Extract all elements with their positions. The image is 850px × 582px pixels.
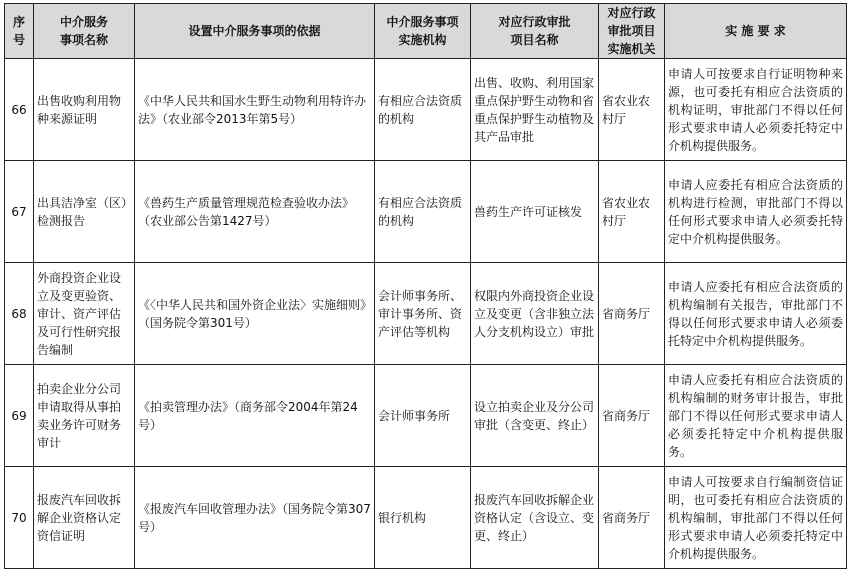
header-no: 序 号 xyxy=(5,4,34,59)
table-row xyxy=(5,59,847,161)
cell-approval-item: 兽药生产许可证核发 xyxy=(471,161,599,263)
header-authority: 对应行政 审批项目 实施机关 xyxy=(599,4,665,59)
header-row xyxy=(5,4,847,59)
table-row xyxy=(5,365,847,467)
header-requirement: 实 施 要 求 xyxy=(665,4,847,59)
cell-basis: 《中华人民共和国水生野生动物利用特许办法》（农业部令2013年第5号） xyxy=(135,59,375,161)
table-row xyxy=(5,467,847,569)
cell-basis: 《拍卖管理办法》（商务部令2004年第24号） xyxy=(135,365,375,467)
cell-basis: 《〈中华人民共和国外资企业法〉实施细则》（国务院令第301号） xyxy=(135,263,375,365)
cell-service-name: 报废汽车回收拆解企业资格认定资信证明 xyxy=(34,467,135,569)
cell-approval-item: 报废汽车回收拆解企业资格认定（含设立、变更、终止） xyxy=(471,467,599,569)
cell-no: 69 xyxy=(5,365,34,467)
cell-agency: 会计师事务所、审计事务所、资产评估等机构 xyxy=(375,263,471,365)
cell-no: 67 xyxy=(5,161,34,263)
cell-no: 66 xyxy=(5,59,34,161)
cell-service-name: 拍卖企业分公司申请取得从事拍卖业务许可财务审计 xyxy=(34,365,135,467)
cell-requirement: 申请人应委托有相应合法资质的机构进行检测，审批部门不得以任何形式要求申请人必须委托特定中介机构提供服务。 xyxy=(665,161,847,263)
cell-authority: 省商务厅 xyxy=(599,263,665,365)
cell-authority: 省商务厅 xyxy=(599,467,665,569)
cell-basis: 《兽药生产质量管理规范检查验收办法》（农业部公告第1427号） xyxy=(135,161,375,263)
cell-authority: 省商务厅 xyxy=(599,365,665,467)
header-basis: 设置中介服务事项的依据 xyxy=(135,4,375,59)
cell-no: 70 xyxy=(5,467,34,569)
cell-service-name: 外商投资企业设立及变更验资、审计、资产评估及可行性研究报告编制 xyxy=(34,263,135,365)
cell-agency: 银行机构 xyxy=(375,467,471,569)
cell-authority: 省农业农村厅 xyxy=(599,59,665,161)
cell-agency: 有相应合法资质的机构 xyxy=(375,161,471,263)
intermediary-services-table xyxy=(4,3,847,569)
cell-approval-item: 设立拍卖企业及分公司审批（含变更、终止） xyxy=(471,365,599,467)
cell-agency: 有相应合法资质的机构 xyxy=(375,59,471,161)
table-row xyxy=(5,263,847,365)
cell-approval-item: 权限内外商投资企业设立及变更（含非独立法人分支机构设立）审批 xyxy=(471,263,599,365)
table-row xyxy=(5,161,847,263)
cell-service-name: 出具洁净室（区）检测报告 xyxy=(34,161,135,263)
cell-approval-item: 出售、收购、利用国家重点保护野生动物和省重点保护野生动植物及其产品审批 xyxy=(471,59,599,161)
header-agency: 中介服务事项 实施机构 xyxy=(375,4,471,59)
cell-no: 68 xyxy=(5,263,34,365)
cell-basis: 《报废汽车回收管理办法》（国务院令第307号） xyxy=(135,467,375,569)
cell-service-name: 出售收购利用物种来源证明 xyxy=(34,59,135,161)
header-approval-item: 对应行政审批 项目名称 xyxy=(471,4,599,59)
cell-requirement: 申请人可按要求自行编制资信证明，也可委托有相应合法资质的机构编制，审批部门不得以任何形式要求申请人必须委托特定中介机构提供服务。 xyxy=(665,467,847,569)
cell-requirement: 申请人应委托有相应合法资质的机构编制的财务审计报告，审批部门不得以任何形式要求申请人必须委托特定中介机构提供服务。 xyxy=(665,365,847,467)
cell-requirement: 申请人应委托有相应合法资质的机构编制有关报告，审批部门不得以任何形式要求申请人必须委托特定中介机构提供服务。 xyxy=(665,263,847,365)
cell-authority: 省农业农村厅 xyxy=(599,161,665,263)
cell-agency: 会计师事务所 xyxy=(375,365,471,467)
header-service-name: 中介服务 事项名称 xyxy=(34,4,135,59)
cell-requirement: 申请人可按要求自行证明物种来源，也可委托有相应合法资质的机构证明，审批部门不得以任何形式要求申请人必须委托特定中介机构提供服务。 xyxy=(665,59,847,161)
